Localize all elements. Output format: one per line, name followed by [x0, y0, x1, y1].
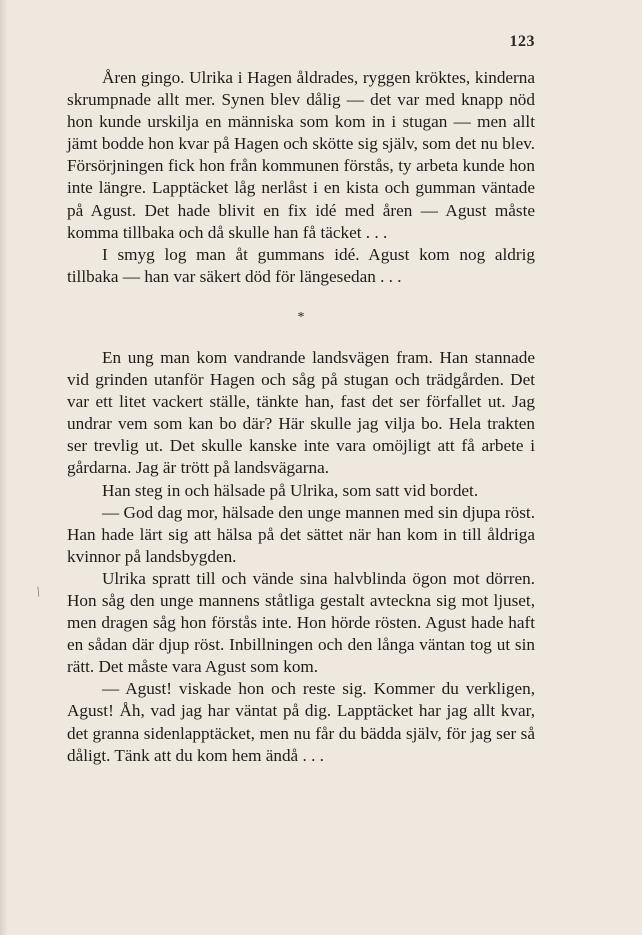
paragraph: — Agust! viskade hon och reste sig. Kommer du verkligen, Agust! Åh, vad jag har väntat på dig. Lapptäcket har jag allt kvar, det granna sidenlapptäcket, men nu får du bädda själv, för jag ser så dåligt. Tänk att du kom hem ändå . . .	[67, 679, 535, 765]
section-divider: *	[297, 309, 305, 325]
paragraph: Åren gingo. Ulrika i Hagen åldrades, ryggen kröktes, kinderna skrumpnade allt mer. Synen blev dålig — det var med knapp nöd hon kunde urskilja en människa som kom in i stugan — men allt jämt bodde hon kvar på Hagen och skötte sig själv, som det nu blev. Försörjningen fick hon från kommunen förstås, ty arbeta kunde hon inte längre. Lapptäcket låg nerlåst i en kista och gumman väntade på Agust. Det hade blivit en fix idé med åren — Agust måste komma tillbaka och då skulle han få täcket . . .	[67, 68, 535, 242]
margin-pencil-mark: /	[33, 584, 44, 601]
paragraph: En ung man kom vandrande landsvägen fram. Han stannade vid grinden utanför Hagen och såg på stugan och trädgården. Det var ett litet vackert ställe, tänkte han, fast det ser förfallet ut. Jag undrar vem som kan bo där? Här skulle jag vilja bo. Hela trakten ser trevlig ut. Det skulle kanske inte vara omöjligt att få arbete i gårdarna. Jag är trött på landsvägarna.	[67, 347, 535, 478]
body-text	[67, 67, 535, 767]
paragraph: — God dag mor, hälsade den unge mannen med sin djupa röst. Han hade lärt sig att hälsa på det sättet när han kom in till åldriga kvinnor på landsbygden.	[67, 502, 535, 566]
paragraph: I smyg log man åt gummans idé. Agust kom nog aldrig tillbaka — han var säkert död för längesedan . . .	[67, 244, 535, 286]
page-binding-edge	[0, 0, 8, 935]
paragraph: Ulrika spratt till och vände sina halvblinda ögon mot dörren. Hon såg den unge mannens ståtliga gestalt avteckna sig mot ljuset, men dragen såg hon förstås inte. Hon hörde rösten. Agust hade haft en sådan där djup röst. Inbillningen och den långa väntan tog ut sin rätt. Det måste vara Agust som kom.	[67, 568, 535, 677]
page-number: 123	[509, 33, 535, 50]
paragraph: Han steg in och hälsade på Ulrika, som satt vid bordet.	[102, 480, 479, 500]
